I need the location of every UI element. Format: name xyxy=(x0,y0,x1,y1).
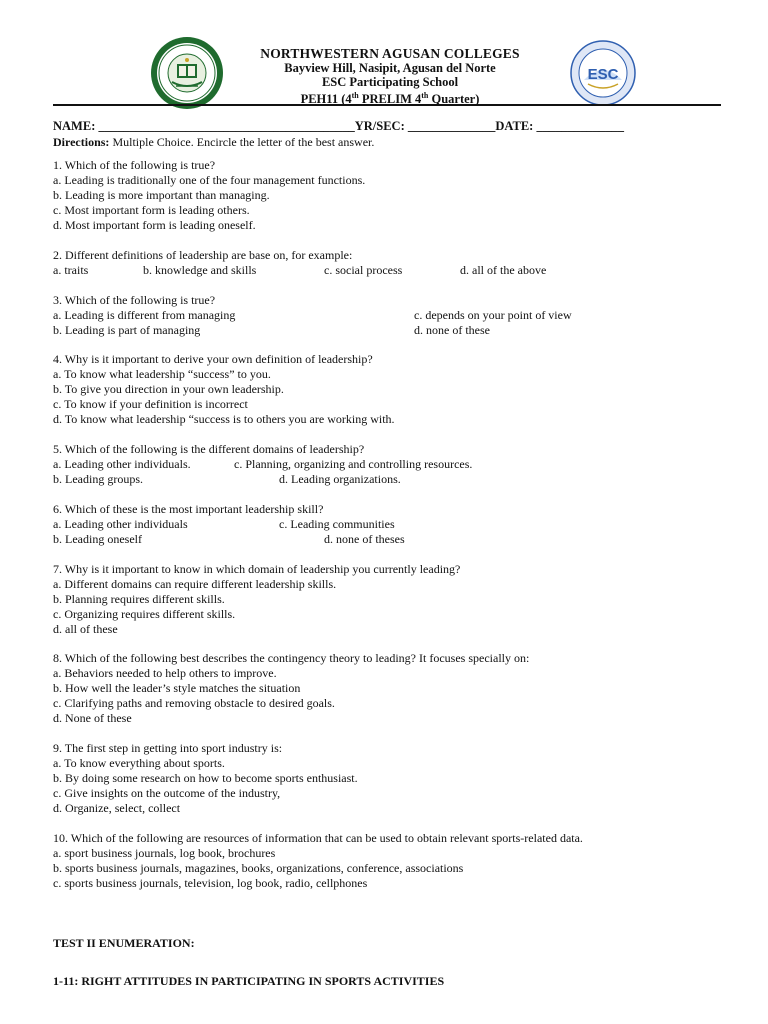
choice: d. None of these xyxy=(53,711,132,725)
test-ii-subheading: 1-11: RIGHT ATTITUDES IN PARTICIPATING IN SPORTS ACTIVITIES xyxy=(53,974,445,988)
choice: d. none of theses xyxy=(324,532,405,546)
choice: c. Give insights on the outcome of the industry, xyxy=(53,786,281,800)
question-8 xyxy=(53,651,529,726)
text-fragment xyxy=(53,472,713,487)
question-4 xyxy=(53,352,395,427)
choice: d. Leading organizations. xyxy=(279,472,401,486)
choice: a. Leading other individuals xyxy=(53,517,188,531)
directions-label: Directions: xyxy=(53,135,110,149)
school-header-text xyxy=(190,46,590,106)
text-fragment xyxy=(53,308,713,323)
name-yrsec-date-line: NAME: _________________________________________YR/SEC: ______________DATE: ______________ xyxy=(53,119,624,133)
question-10 xyxy=(53,831,583,891)
choice: b. knowledge and skills xyxy=(143,263,257,277)
choice: d. all of these xyxy=(53,622,118,636)
question-text: 3. Which of the following is true? xyxy=(53,293,216,307)
deped-esc-logo xyxy=(570,40,636,106)
question-2 xyxy=(53,248,713,278)
school-address: Bayview Hill, Nasipit, Agusan del Norte xyxy=(284,61,496,75)
choice: b. Planning requires different skills. xyxy=(53,592,225,606)
choice: d. Most important form is leading oneself. xyxy=(53,218,256,232)
text-fragment xyxy=(53,263,713,278)
choice: c. Planning, organizing and controlling resources. xyxy=(234,457,473,471)
question-6 xyxy=(53,502,713,547)
question-text: 4. Why is it important to derive your own definition of leadership? xyxy=(53,352,373,366)
choice: b. Leading groups. xyxy=(53,472,143,486)
text-fragment: Quarter) xyxy=(428,92,480,107)
svg-text:ESC: ESC xyxy=(587,66,619,83)
letterhead xyxy=(0,34,768,106)
choice: d. Organize, select, collect xyxy=(53,801,181,815)
question-text: 8. Which of the following best describes the contingency theory to leading? It focuses specially on: xyxy=(53,651,530,665)
question-text: 9. The first step in getting into sport industry is: xyxy=(53,741,283,755)
choice: c. Clarifying paths and removing obstacle to desired goals. xyxy=(53,696,335,710)
choice: b. sports business journals, magazines, books, organizations, conference, associations xyxy=(53,861,464,875)
choice: d. To know what leadership “success is to others you are working with. xyxy=(53,412,395,426)
choice: c. To know if your definition is incorrect xyxy=(53,397,248,411)
text-fragment xyxy=(53,517,713,532)
choice: c. Leading communities xyxy=(279,517,395,531)
school-name: NORTHWESTERN AGUSAN COLLEGES xyxy=(260,46,520,61)
choice: c. social process xyxy=(324,263,403,277)
test-ii-heading: TEST II ENUMERATION: xyxy=(53,936,195,950)
choice: a. traits xyxy=(53,263,89,277)
choice: a. Leading is traditionally one of the four management functions. xyxy=(53,173,366,187)
question-5 xyxy=(53,442,713,487)
choice: a. Behaviors needed to help others to improve. xyxy=(53,666,277,680)
question-9 xyxy=(53,741,358,816)
choice: a. To know everything about sports. xyxy=(53,756,225,770)
question-text: 10. Which of the following are resources of information that can be used to obtain relevant sports-related data. xyxy=(53,831,583,845)
choice: a. Leading other individuals. xyxy=(53,457,191,471)
choice: b. Leading is more important than managing. xyxy=(53,188,270,202)
choice: c. Organizing requires different skills. xyxy=(53,607,236,621)
choice: a. Different domains can require different leadership skills. xyxy=(53,577,337,591)
question-text: 2. Different definitions of leadership are base on, for example: xyxy=(53,248,353,262)
question-text: 1. Which of the following is true? xyxy=(53,158,216,172)
text-fragment: th xyxy=(351,91,359,100)
choice: c. depends on your point of view xyxy=(414,308,572,322)
choice: d. all of the above xyxy=(460,263,547,277)
question-3 xyxy=(53,293,713,338)
question-7 xyxy=(53,562,460,637)
choice: b. By doing some research on how to become sports enthusiast. xyxy=(53,771,358,785)
header-divider xyxy=(53,104,721,106)
question-1 xyxy=(53,158,365,233)
question-text: 5. Which of the following is the different domains of leadership? xyxy=(53,442,365,456)
directions xyxy=(53,135,374,150)
choice: b. How well the leader’s style matches the situation xyxy=(53,681,301,695)
choice: b. Leading oneself xyxy=(53,532,142,546)
text-fragment xyxy=(53,323,713,338)
choice: b. Leading is part of managing xyxy=(53,323,201,337)
text-fragment: th xyxy=(421,91,429,100)
choice: b. To give you direction in your own leadership. xyxy=(53,382,284,396)
question-text: 7. Why is it important to know in which domain of leadership you currently leading? xyxy=(53,562,461,576)
question-text: 6. Which of these is the most important leadership skill? xyxy=(53,502,324,516)
choice: a. Leading is different from managing xyxy=(53,308,236,322)
text-fragment xyxy=(53,532,713,547)
text-fragment: PRELIM 4 xyxy=(358,92,422,107)
choice: d. none of these xyxy=(414,323,490,337)
text-fragment xyxy=(53,457,713,472)
directions-text: Multiple Choice. Encircle the letter of the best answer. xyxy=(109,135,375,149)
choice: a. sport business journals, log book, brochures xyxy=(53,846,276,860)
choice: c. sports business journals, television, log book, radio, cellphones xyxy=(53,876,368,890)
choice: c. Most important form is leading others. xyxy=(53,203,250,217)
choice: a. To know what leadership “success” to you. xyxy=(53,367,271,381)
text-fragment: PEH11 (4 xyxy=(300,92,352,107)
esc-label: ESC Participating School xyxy=(321,75,459,89)
